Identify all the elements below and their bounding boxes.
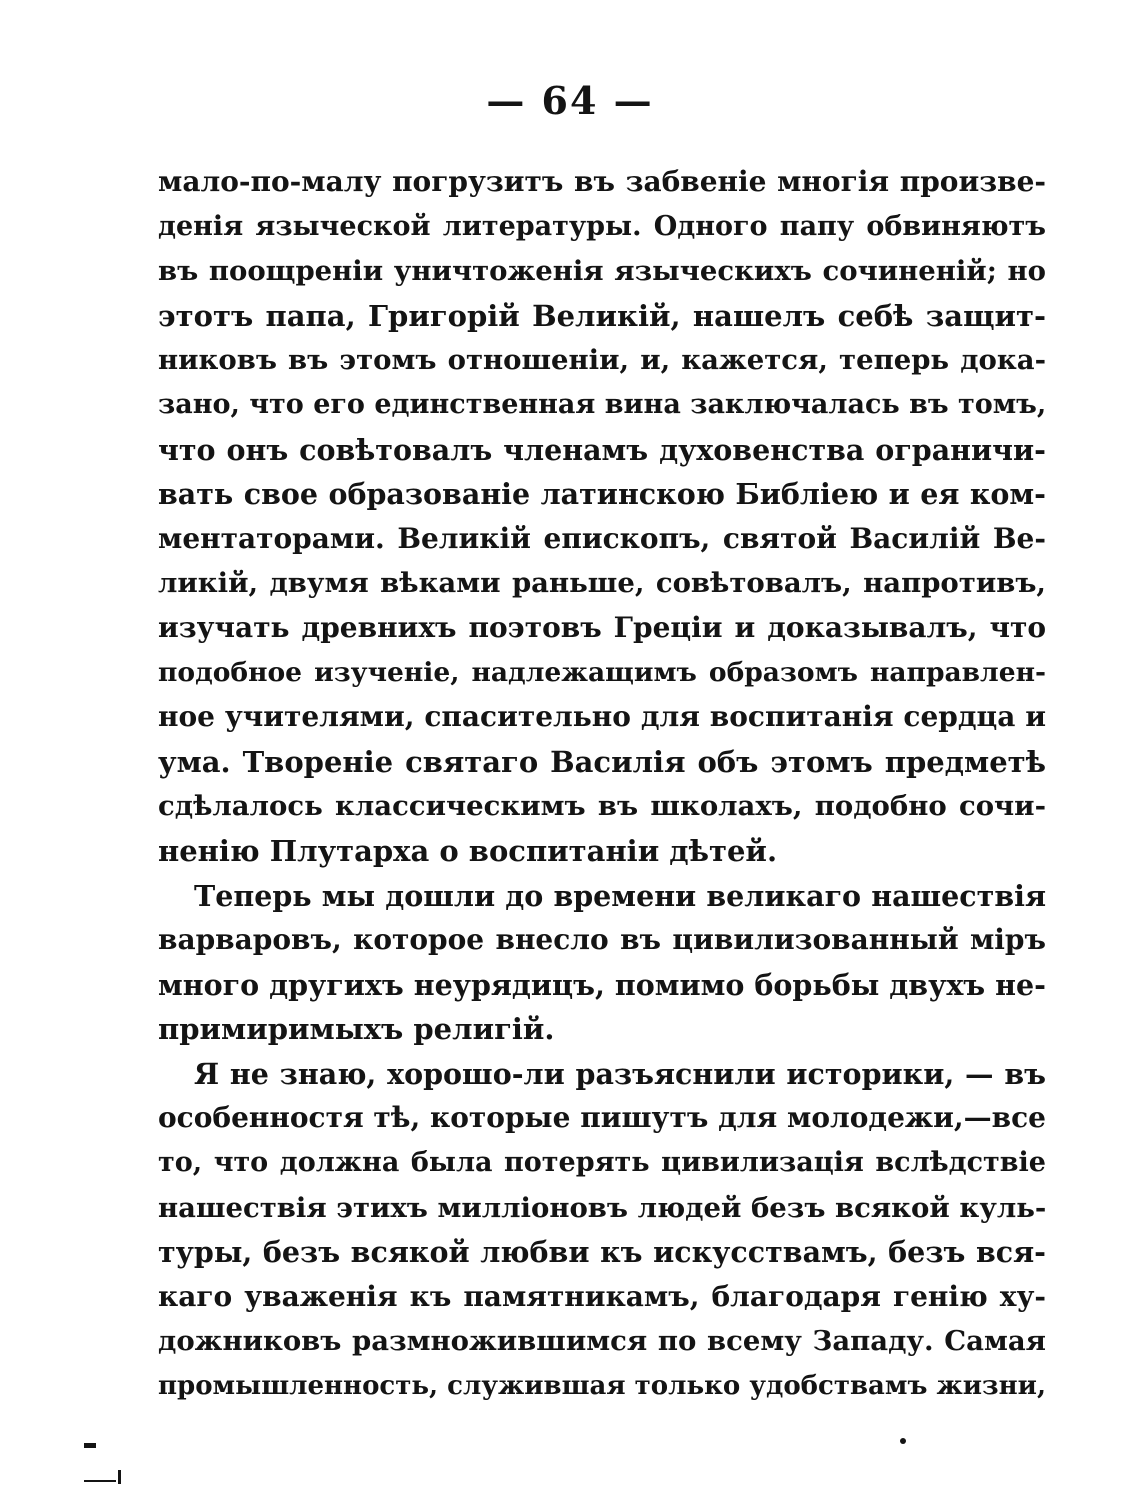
text-line: зано, что его единственная вина заключалась въ томъ, — [158, 388, 1047, 420]
text-line: ментаторами. Великій епископъ, святой Василій Ве- — [158, 521, 1046, 555]
scan-artifact-mark — [84, 1480, 116, 1482]
text-line: вать свое образованіе латинскою Библіею и ея ком- — [158, 477, 1046, 512]
scan-artifact-mark — [118, 1470, 121, 1484]
text-line: въ поощреніи уничтоженія языческихъ сочиненій; но — [158, 255, 1046, 288]
text-line: нашествія этихъ милліоновъ людей безъ всякой куль- — [158, 1191, 1047, 1224]
text-line: особенностя тѣ, которые пишутъ для молодежи,—все — [158, 1101, 1046, 1135]
text-line: сдѣлалось классическимъ въ школахъ, подобно сочи- — [158, 790, 1046, 823]
text-line: Я не знаю, хорошо-ли разъяснили историки, — въ — [194, 1056, 1046, 1091]
scan-artifact-mark — [84, 1443, 96, 1448]
text-line: изучать древнихъ поэтовъ Греціи и доказывалъ, что — [158, 610, 1046, 644]
text-line: много другихъ неурядицъ, помимо борьбы двухъ не- — [158, 967, 1046, 1002]
text-line: примиримыхъ религій. — [158, 1012, 555, 1047]
text-line: мало-по-малу погрузитъ въ забвеніе многія произве- — [158, 165, 1046, 198]
text-line: каго уваженія къ памятникамъ, благодаря генію ху- — [158, 1279, 1046, 1313]
text-line: Теперь мы дошли до времени великаго нашествія — [194, 878, 1046, 913]
text-line: ума. Твореніе святаго Василія объ этомъ предметѣ — [158, 744, 1046, 779]
text-line: дожниковъ размножившимся по всему Западу. Самая — [158, 1325, 1046, 1358]
text-line: что онъ совѣтовалъ членамъ духовенства ограничи- — [158, 432, 1046, 467]
paragraph-3 — [158, 1052, 1046, 1409]
paragraph-1 — [158, 160, 1046, 874]
text-line: туры, безъ всякой любви къ искусствамъ, безъ вся- — [158, 1235, 1046, 1270]
scan-artifact-dot — [900, 1438, 906, 1444]
text-line: ненію Плутарха о воспитаніи дѣтей. — [158, 833, 778, 868]
text-line: подобное изученіе, надлежащимъ образомъ направлен- — [158, 656, 1046, 688]
paragraph-2 — [158, 874, 1046, 1052]
text-line: никовъ въ этомъ отношеніи, и, кажется, теперь дока- — [158, 344, 1046, 377]
text-line: варваровъ, которое внесло въ цивилизованный міръ — [158, 923, 1046, 957]
text-line: ликій, двумя вѣками раньше, совѣтовалъ, напротивъ, — [158, 567, 1046, 600]
text-line: этотъ папа, Григорій Великій, нашелъ себѣ защит- — [158, 298, 1046, 333]
text-line: денія языческой литературы. Одного папу обвиняютъ — [158, 210, 1046, 242]
body-text — [158, 160, 1046, 1409]
text-line: промышленность, служившая только удобствамъ жизни, — [158, 1371, 1046, 1402]
text-line: то, что должна была потерять цивилизація вслѣдствіе — [158, 1147, 1046, 1179]
text-line: ное учителями, спасительно для воспитанія сердца и — [158, 700, 1046, 734]
page-number: — 64 — — [486, 78, 654, 123]
